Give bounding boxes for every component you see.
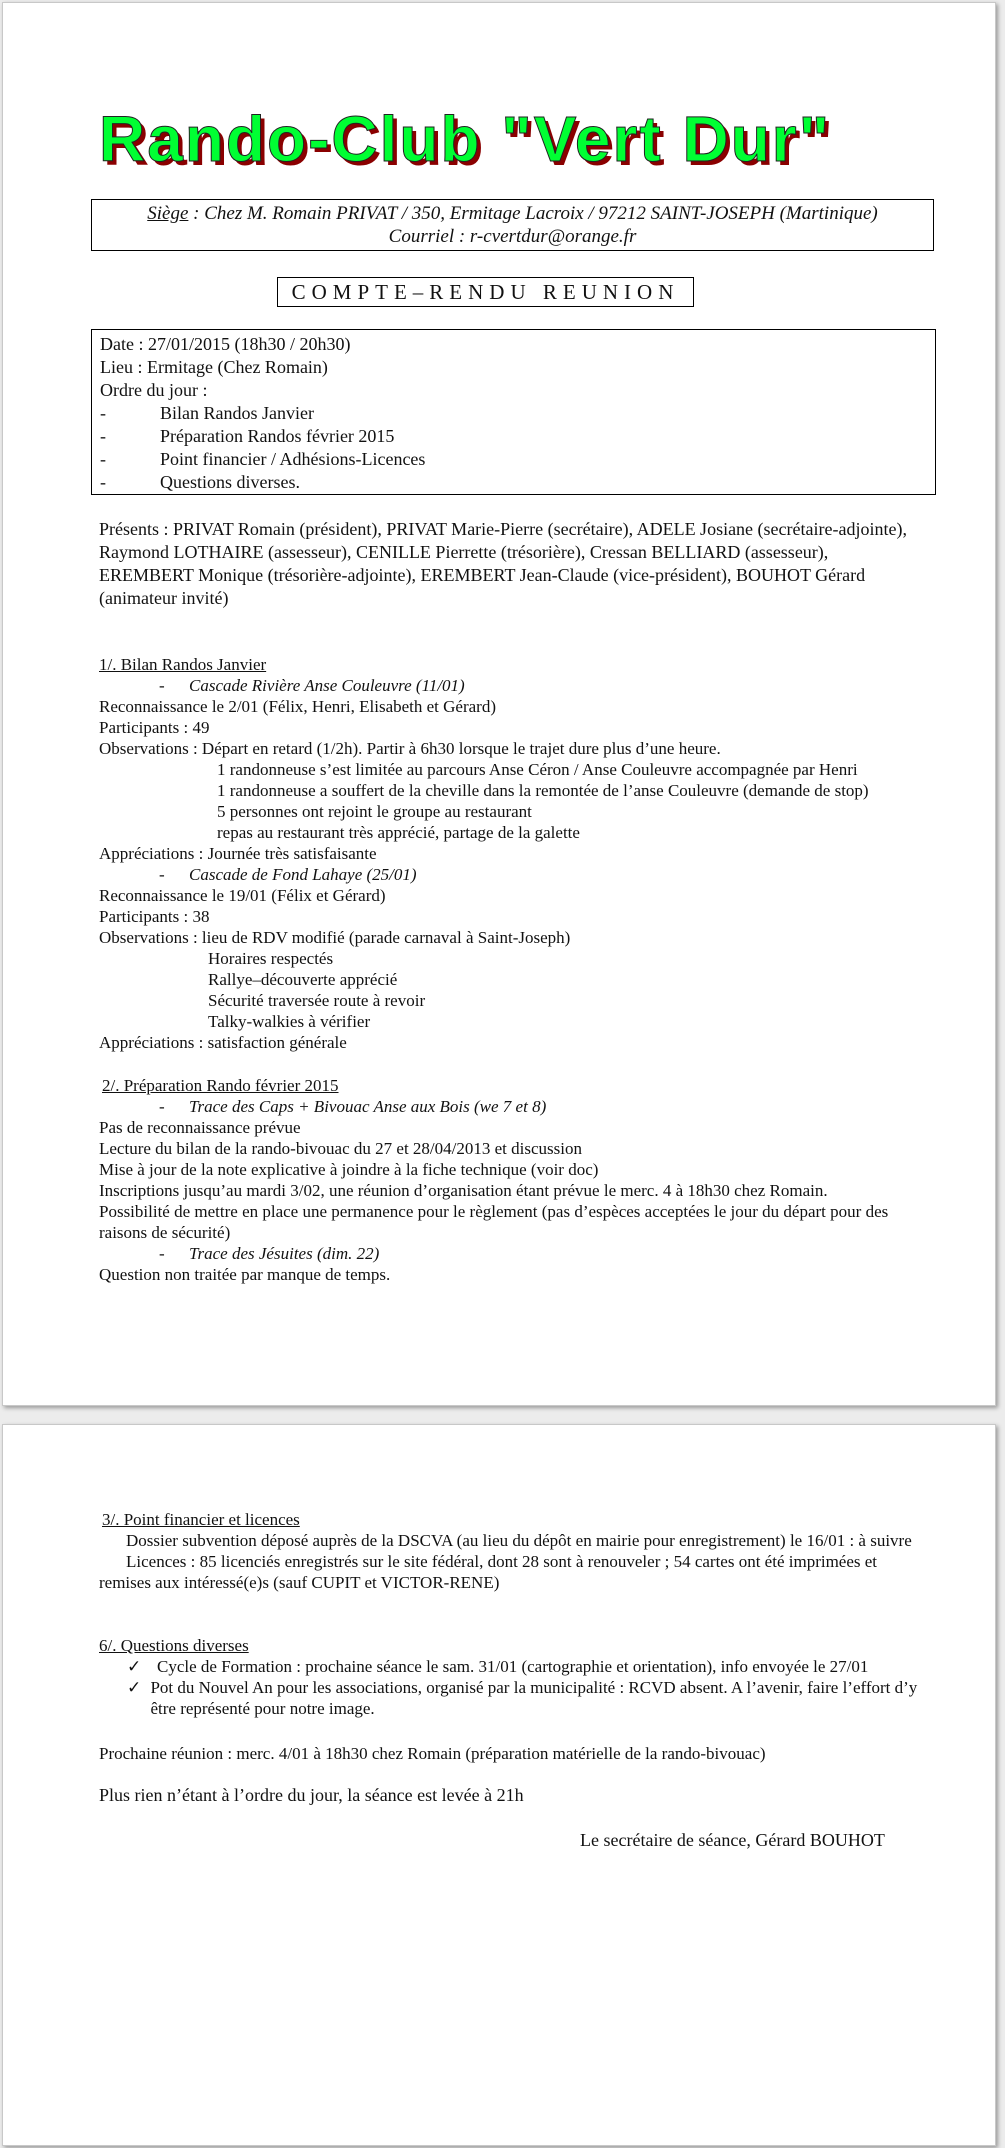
presents-paragraph: Présents : PRIVAT Romain (président), PRIVAT Marie-Pierre (secrétaire), ADELE Josiane (secrétaire-adjointe), Raymond LOTHAIRE (assesseur), CENILLE Pierrette (trésorière), Cressan BELLIARD (assesseur), EREMBERT Monique (trésorière-adjointe), EREMBERT Jean-Claude (vice-président), BOUHOT Gérard (animateur invité) bbox=[99, 519, 907, 608]
section-2-line: Mise à jour de la note explicative à joindre à la fiche technique (voir doc) bbox=[99, 1160, 599, 1179]
club-title: Rando-Club "Vert Dur" bbox=[99, 103, 832, 175]
agenda-item: - Préparation Randos février 2015 bbox=[100, 426, 395, 446]
rando-2-observation: Horaires respectés bbox=[208, 949, 334, 968]
section-6-item: ✓ Cycle de Formation : prochaine séance le sam. 31/01 (cartographie et orientation), info envoyée le 27/01 bbox=[127, 1657, 869, 1676]
section-2 bbox=[99, 1075, 929, 1285]
document-page-2 bbox=[2, 1424, 996, 2146]
section-3-title: 3/. Point financier et licences bbox=[102, 1510, 300, 1529]
check-icon: ✓ bbox=[127, 1678, 142, 1697]
rando-1-appreciation: Appréciations : Journée très satisfaisante bbox=[99, 844, 377, 863]
rando-1-heading: - Cascade Rivière Anse Couleuvre (11/01) bbox=[159, 676, 465, 695]
rando-2-appreciation: Appréciations : satisfaction générale bbox=[99, 1033, 347, 1052]
rando-2-reco: Reconnaissance le 19/01 (Félix et Gérard) bbox=[99, 886, 386, 905]
section-2-line: Inscriptions jusqu’au mardi 3/02, une réunion d’organisation étant prévue le merc. 4 à 18h30 chez Romain. bbox=[99, 1181, 828, 1200]
section-6-title: 6/. Questions diverses bbox=[99, 1636, 249, 1655]
rando-2-participants: Participants : 38 bbox=[99, 907, 210, 926]
rando-1-observation: 1 randonneuse a souffert de la cheville dans la remontée de l’anse Couleuvre (demande de stop) bbox=[217, 781, 869, 800]
rando-1-observation: 1 randonneuse s’est limitée au parcours Anse Céron / Anse Couleuvre accompagnée par Henri bbox=[217, 760, 858, 779]
rando-1-observation: repas au restaurant très apprécié, partage de la galette bbox=[217, 823, 580, 842]
prochaine-reunion: Prochaine réunion : merc. 4/01 à 18h30 chez Romain (préparation matérielle de la rando-bivouac) bbox=[99, 1744, 766, 1763]
section-6-item: ✓ Pot du Nouvel An pour les associations, organisé par la municipalité : RCVD absent. A l’avenir, faire l’effort d’y être représenté pour notre image. bbox=[127, 1678, 918, 1718]
ordre-du-jour-label: Ordre du jour : bbox=[100, 380, 208, 400]
section-2-line: Pas de reconnaissance prévue bbox=[99, 1118, 301, 1137]
meeting-info-box bbox=[91, 329, 936, 495]
rando-1-reco: Reconnaissance le 2/01 (Félix, Henri, Elisabeth et Gérard) bbox=[99, 697, 497, 716]
section-2-note: Question non traitée par manque de temps. bbox=[99, 1265, 391, 1284]
meeting-date: Date : 27/01/2015 (18h30 / 20h30) bbox=[100, 334, 351, 354]
seance-levee: Plus rien n’étant à l’ordre du jour, la séance est levée à 21h bbox=[99, 1785, 524, 1805]
check-icon: ✓ bbox=[127, 1657, 142, 1676]
section-1 bbox=[99, 654, 939, 1053]
agenda-item: - Point financier / Adhésions-Licences bbox=[100, 449, 426, 469]
signature: Le secrétaire de séance, Gérard BOUHOT bbox=[580, 1830, 885, 1850]
section-2-item-1: - Trace des Caps + Bivouac Anse aux Bois (we 7 et 8) bbox=[159, 1097, 547, 1116]
section-3-subvention: Dossier subvention déposé auprès de la DSCVA (au lieu du dépôt en mairie pour enregistrement) le 16/01 : à suivre bbox=[126, 1531, 912, 1550]
rando-2-observations: Observations : lieu de RDV modifié (parade carnaval à Saint-Joseph) bbox=[99, 928, 571, 947]
siege-label: Siège bbox=[147, 203, 189, 224]
section-3 bbox=[99, 1509, 929, 1593]
compte-rendu-title: COMPTE–RENDU REUNION bbox=[277, 277, 694, 307]
meeting-lieu: Lieu : Ermitage (Chez Romain) bbox=[100, 357, 328, 377]
agenda-item: - Bilan Randos Janvier bbox=[100, 403, 314, 423]
rando-1-participants: Participants : 49 bbox=[99, 718, 210, 737]
rando-2-heading: - Cascade de Fond Lahaye (25/01) bbox=[159, 865, 417, 884]
section-3-licences: Licences : 85 licenciés enregistrés sur le site fédéral, dont 28 sont à renouveler ; 54 cartes ont été imprimées et remises aux intéressé(e)s (sauf CUPIT et VICTOR-RENE) bbox=[99, 1552, 878, 1592]
section-2-item-2: - Trace des Jésuites (dim. 22) bbox=[159, 1244, 380, 1263]
document-page-1 bbox=[2, 2, 996, 1406]
rando-2-observation: Rallye–découverte apprécié bbox=[208, 970, 398, 989]
rando-2-observation: Sécurité traversée route à revoir bbox=[208, 991, 426, 1010]
agenda-item: - Questions diverses. bbox=[100, 472, 300, 492]
siege-text: : Chez M. Romain PRIVAT / 350, Ermitage Lacroix / 97212 SAINT-JOSEPH (Martinique) bbox=[188, 203, 878, 224]
rando-1-observation: 5 personnes ont rejoint le groupe au restaurant bbox=[217, 802, 532, 821]
section-6 bbox=[99, 1635, 929, 1719]
rando-2-observation: Talky-walkies à vérifier bbox=[208, 1012, 371, 1031]
siege-box bbox=[91, 199, 934, 251]
rando-1-observations: Observations : Départ en retard (1/2h). Partir à 6h30 lorsque le trajet dure plus d’une heure. bbox=[99, 739, 721, 758]
section-1-title: 1/. Bilan Randos Janvier bbox=[99, 655, 267, 674]
section-2-line: Possibilité de mettre en place une permanence pour le règlement (pas d’espèces acceptées le jour du départ pour des raisons de sécurité) bbox=[99, 1202, 889, 1242]
siege-line bbox=[92, 202, 933, 225]
section-2-title: 2/. Préparation Rando février 2015 bbox=[102, 1076, 339, 1095]
courriel-line: Courriel : r-cvertdur@orange.fr bbox=[388, 226, 637, 247]
section-2-line: Lecture du bilan de la rando-bivouac du 27 et 28/04/2013 et discussion bbox=[99, 1139, 582, 1158]
